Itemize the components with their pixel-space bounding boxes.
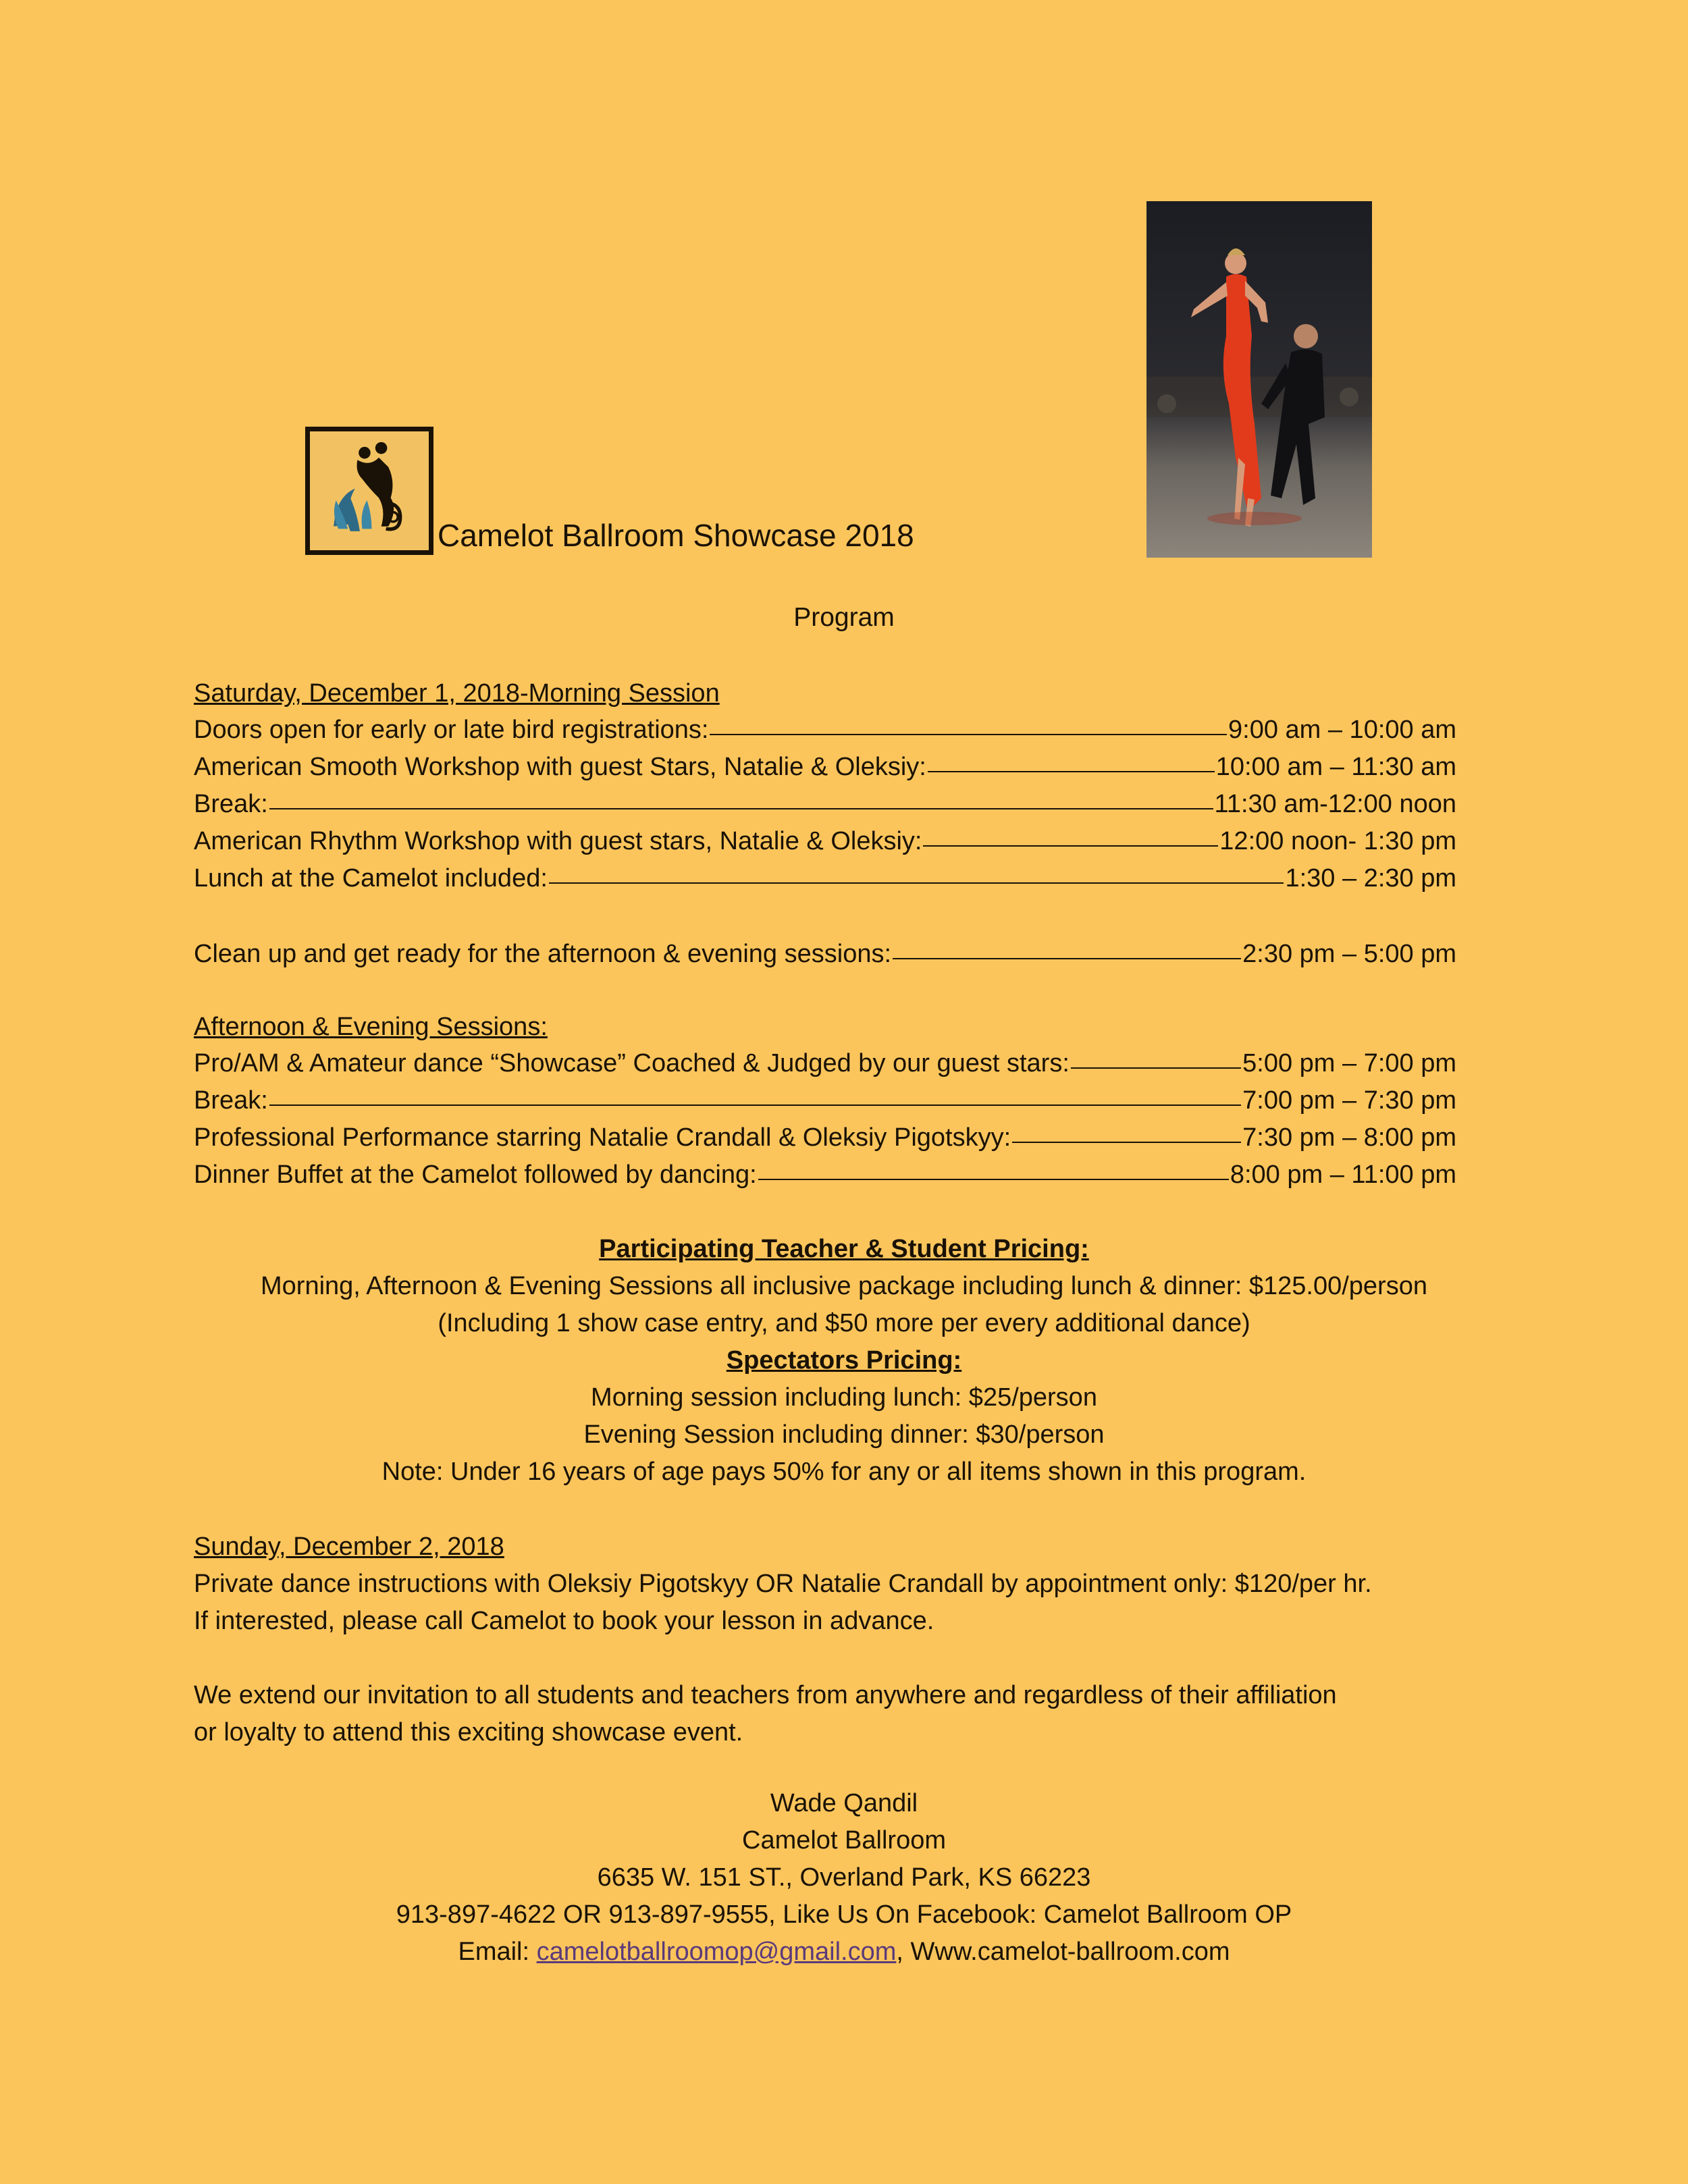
pricing-section <box>0 1231 1688 1491</box>
schedule-row-time: 10:00 am – 11:30 am <box>1215 753 1456 781</box>
schedule-row-label: Professional Performance starring Natalie Crandall & Oleksiy Pigotskyy: <box>194 1123 1011 1152</box>
schedule-row <box>194 749 1456 786</box>
teacher-pricing-note: (Including 1 show case entry, and $50 more per every additional dance) <box>438 1309 1250 1337</box>
leader-line <box>923 845 1218 847</box>
leader-line <box>928 771 1215 772</box>
schedule-row-label: Pro/AM & Amateur dance “Showcase” Coached & Judged by our guest stars: <box>194 1049 1070 1077</box>
schedule-row <box>194 823 1456 860</box>
spectator-pricing-heading: Spectators Pricing: <box>726 1346 962 1375</box>
invitation-line: or loyalty to attend this exciting showcase event. <box>194 1718 743 1747</box>
ballroom-dancers-logo-icon <box>305 427 433 555</box>
sunday-section <box>194 1528 1544 1640</box>
program-label: Program <box>793 603 895 632</box>
schedule-row-time: 8:00 pm – 11:00 pm <box>1230 1161 1456 1189</box>
morning-session-heading: Saturday, December 1, 2018-Morning Session <box>194 679 720 708</box>
schedule-row <box>194 1082 1456 1119</box>
schedule-row-label: American Rhythm Workshop with guest stars, Natalie & Oleksiy: <box>194 827 922 855</box>
schedule-row-time: 7:30 pm – 8:00 pm <box>1242 1123 1456 1152</box>
schedule-row <box>194 712 1456 749</box>
invitation-section <box>194 1677 1544 1751</box>
schedule-row-time: 12:00 noon- 1:30 pm <box>1219 827 1456 855</box>
leader-line <box>893 958 1241 959</box>
afternoon-session-heading: Afternoon & Evening Sessions: <box>194 1013 548 1041</box>
schedule-row-time: 9:00 am – 10:00 am <box>1228 716 1456 744</box>
leader-line <box>549 882 1284 884</box>
private-lessons-line: Private dance instructions with Oleksiy Pigotskyy OR Natalie Crandall by appointment only: $120/per hr. <box>194 1570 1372 1598</box>
email-label: Email: <box>458 1938 537 1966</box>
teacher-pricing-heading: Participating Teacher & Student Pricing: <box>599 1235 1089 1263</box>
schedule-row-label: Doors open for early or late bird registrations: <box>194 716 709 744</box>
afternoon-schedule <box>194 1009 1456 1194</box>
schedule-row-time: 11:30 am-12:00 noon <box>1214 790 1456 818</box>
booking-line: If interested, please call Camelot to book your lesson in advance. <box>194 1607 934 1635</box>
spectator-pricing-line: Morning session including lunch: $25/person <box>591 1383 1097 1412</box>
contact-email-line <box>0 1934 1688 1971</box>
schedule-row-label: Lunch at the Camelot included: <box>194 864 548 893</box>
morning-schedule <box>194 675 1456 897</box>
leader-line <box>758 1179 1229 1180</box>
schedule-row <box>194 786 1456 823</box>
dancing-couple-photo <box>1146 201 1372 558</box>
leader-line <box>1071 1067 1241 1069</box>
schedule-row <box>194 1045 1456 1082</box>
sunday-heading: Sunday, December 2, 2018 <box>194 1533 504 1561</box>
schedule-row-label: Dinner Buffet at the Camelot followed by dancing: <box>194 1161 757 1189</box>
schedule-row <box>194 1119 1456 1156</box>
spectator-pricing-line: Evening Session including dinner: $30/person <box>583 1420 1105 1449</box>
schedule-row-time: 1:30 – 2:30 pm <box>1285 864 1456 893</box>
teacher-pricing-line: Morning, Afternoon & Evening Sessions all inclusive package including lunch & dinner: $125.00/person <box>261 1272 1427 1300</box>
contact-name: Wade Qandil <box>770 1789 918 1817</box>
contact-section <box>0 1785 1688 1971</box>
contact-phones: 913-897-4622 OR 913-897-9555, Like Us On Facebook: Camelot Ballroom OP <box>396 1900 1292 1929</box>
schedule-row <box>194 1156 1456 1194</box>
contact-org: Camelot Ballroom <box>742 1826 946 1855</box>
schedule-row-label: Clean up and get ready for the afternoon & evening sessions: <box>194 940 892 968</box>
invitation-line: We extend our invitation to all students and teachers from anywhere and regardless of their affiliation <box>194 1681 1337 1709</box>
leader-line <box>269 808 1213 809</box>
email-link[interactable]: camelotballroomop@gmail.com <box>536 1938 897 1966</box>
schedule-row-time: 2:30 pm – 5:00 pm <box>1242 940 1456 968</box>
schedule-row-label: Break: <box>194 790 268 818</box>
schedule-row <box>194 860 1456 897</box>
schedule-row-time: 5:00 pm – 7:00 pm <box>1242 1049 1456 1077</box>
leader-line <box>1012 1142 1241 1143</box>
page-title: Camelot Ballroom Showcase 2018 <box>438 518 914 553</box>
schedule-row <box>194 936 1456 973</box>
schedule-row-label: Break: <box>194 1086 268 1115</box>
contact-address: 6635 W. 151 ST., Overland Park, KS 66223 <box>597 1863 1091 1892</box>
schedule-row-label: American Smooth Workshop with guest Stars, Natalie & Oleksiy: <box>194 753 926 781</box>
age-discount-note: Note: Under 16 years of age pays 50% for any or all items shown in this program. <box>381 1458 1307 1486</box>
leader-line <box>710 734 1227 735</box>
leader-line <box>269 1104 1241 1106</box>
website-text: , Www.camelot-ballroom.com <box>896 1938 1230 1966</box>
cleanup-schedule <box>194 936 1456 973</box>
schedule-row-time: 7:00 pm – 7:30 pm <box>1242 1086 1456 1115</box>
